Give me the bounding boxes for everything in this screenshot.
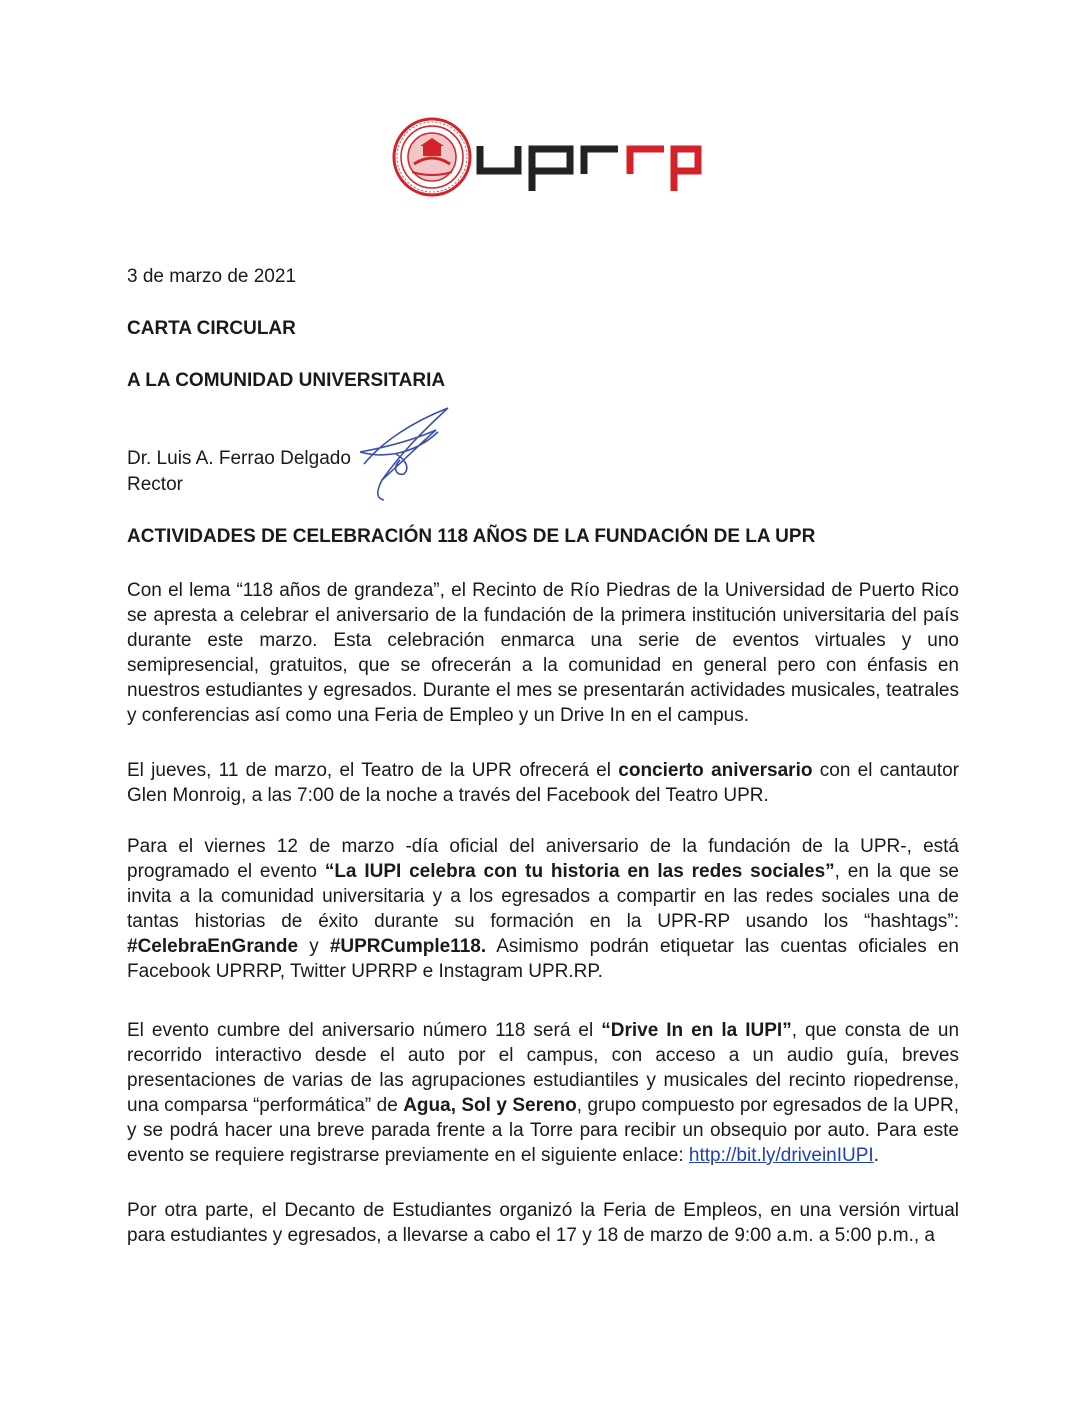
handwritten-signature (352, 402, 462, 502)
letter-type: CARTA CIRCULAR (127, 318, 296, 339)
p3-text-e: y (298, 936, 330, 957)
uprrp-logo (392, 116, 702, 198)
paragraph-concierto (127, 758, 959, 808)
paragraph-redes-sociales (127, 834, 959, 984)
p2-text-c: con el cantautor Glen Monroig, a las 7:00 de la noche a través del Facebook del Teatro UPR. (127, 760, 959, 806)
p2-bold-concierto: concierto aniversario (618, 760, 813, 781)
p3-bold-event: “La IUPI celebra con tu historia en las redes sociales” (324, 861, 835, 882)
seal-icon (394, 119, 470, 195)
p3-hashtag-cumple: #UPRCumple118. (329, 936, 487, 957)
letter-recipient: A LA COMUNIDAD UNIVERSITARIA (127, 370, 446, 391)
paragraph-feria-empleos: Por otra parte, el Decanto de Estudiantes organizó la Feria de Empleos, en una versión virtual para estudiantes y egresados, a llevarse a cabo el 17 y 18 de marzo de 9:00 a.m. a 5:00 p.m., a (127, 1200, 959, 1246)
p3-hashtag-celebra: #CelebraEnGrande (127, 936, 299, 957)
uprrp-wordmark (480, 146, 698, 191)
p2-text-a: El jueves, 11 de marzo, el Teatro de la UPR ofrecerá el (127, 760, 619, 781)
paragraph-drive-in (127, 1018, 959, 1168)
p4-text-a: El evento cumbre del aniversario número 118 será el (127, 1020, 602, 1041)
p3-text-a: Para el viernes 12 de marzo -día oficial del aniversario de la fundación de la UPR-, está programado el evento (127, 836, 959, 882)
p3-text-g: Asimismo podrán etiquetar las cuentas oficiales en Facebook UPRRP, Twitter UPRRP e Instagram UPR.RP. (127, 936, 959, 982)
p3-text-c: , en la que se invita a la comunidad universitaria y a los egresados a compartir en las redes sociales una de tantas historias de éxito durante su formación en la UPR-RP usando los “hashtags”: (127, 861, 959, 932)
drive-in-registration-link[interactable]: http://bit.ly/driveinIUPI (688, 1145, 874, 1166)
p4-text-c: , que consta de un recorrido interactivo desde el auto por el campus, con acceso a un audio guía, breves presentaciones de varias de las agrupaciones estudiantiles y musicales del recinto riopedrense, una comparsa “performática” de (127, 1020, 960, 1116)
paragraph-lema: Con el lema “118 años de grandeza”, el Recinto de Río Piedras de la Universidad de Puerto Rico se apresta a celebrar el aniversario de la fundación de la primera institución universitaria del país durante este marzo. Esta celebración enmarca una serie de eventos virtuales y uno semipresencial, gratuitos, que se ofrecerán a la comunidad en general pero con énfasis en nuestros estudiantes y egresados. Durante el mes se presentarán actividades musicales, teatrales y conferencias así como una Feria de Empleo y un Drive In en el campus. (127, 580, 959, 726)
signer-name: Dr. Luis A. Ferrao Delgado (127, 448, 351, 469)
p4-text-e: , grupo compuesto por egresados de la UPR, y se podrá hacer una breve parada frente a la Torre para recibir un obsequio por auto. Para este evento se requiere registrarse previamente en el siguiente enlace: (127, 1095, 960, 1166)
p4-bold-drive-in: “Drive In en la IUPI” (601, 1020, 792, 1041)
letter-subject: ACTIVIDADES DE CELEBRACIÓN 118 AÑOS DE LA FUNDACIÓN DE LA UPR (127, 526, 816, 547)
p4-bold-agua-sol-sereno: Agua, Sol y Sereno (403, 1095, 577, 1116)
signer-title: Rector (127, 474, 183, 495)
letter-date: 3 de marzo de 2021 (127, 266, 297, 287)
p4-text-f: . (873, 1145, 879, 1166)
